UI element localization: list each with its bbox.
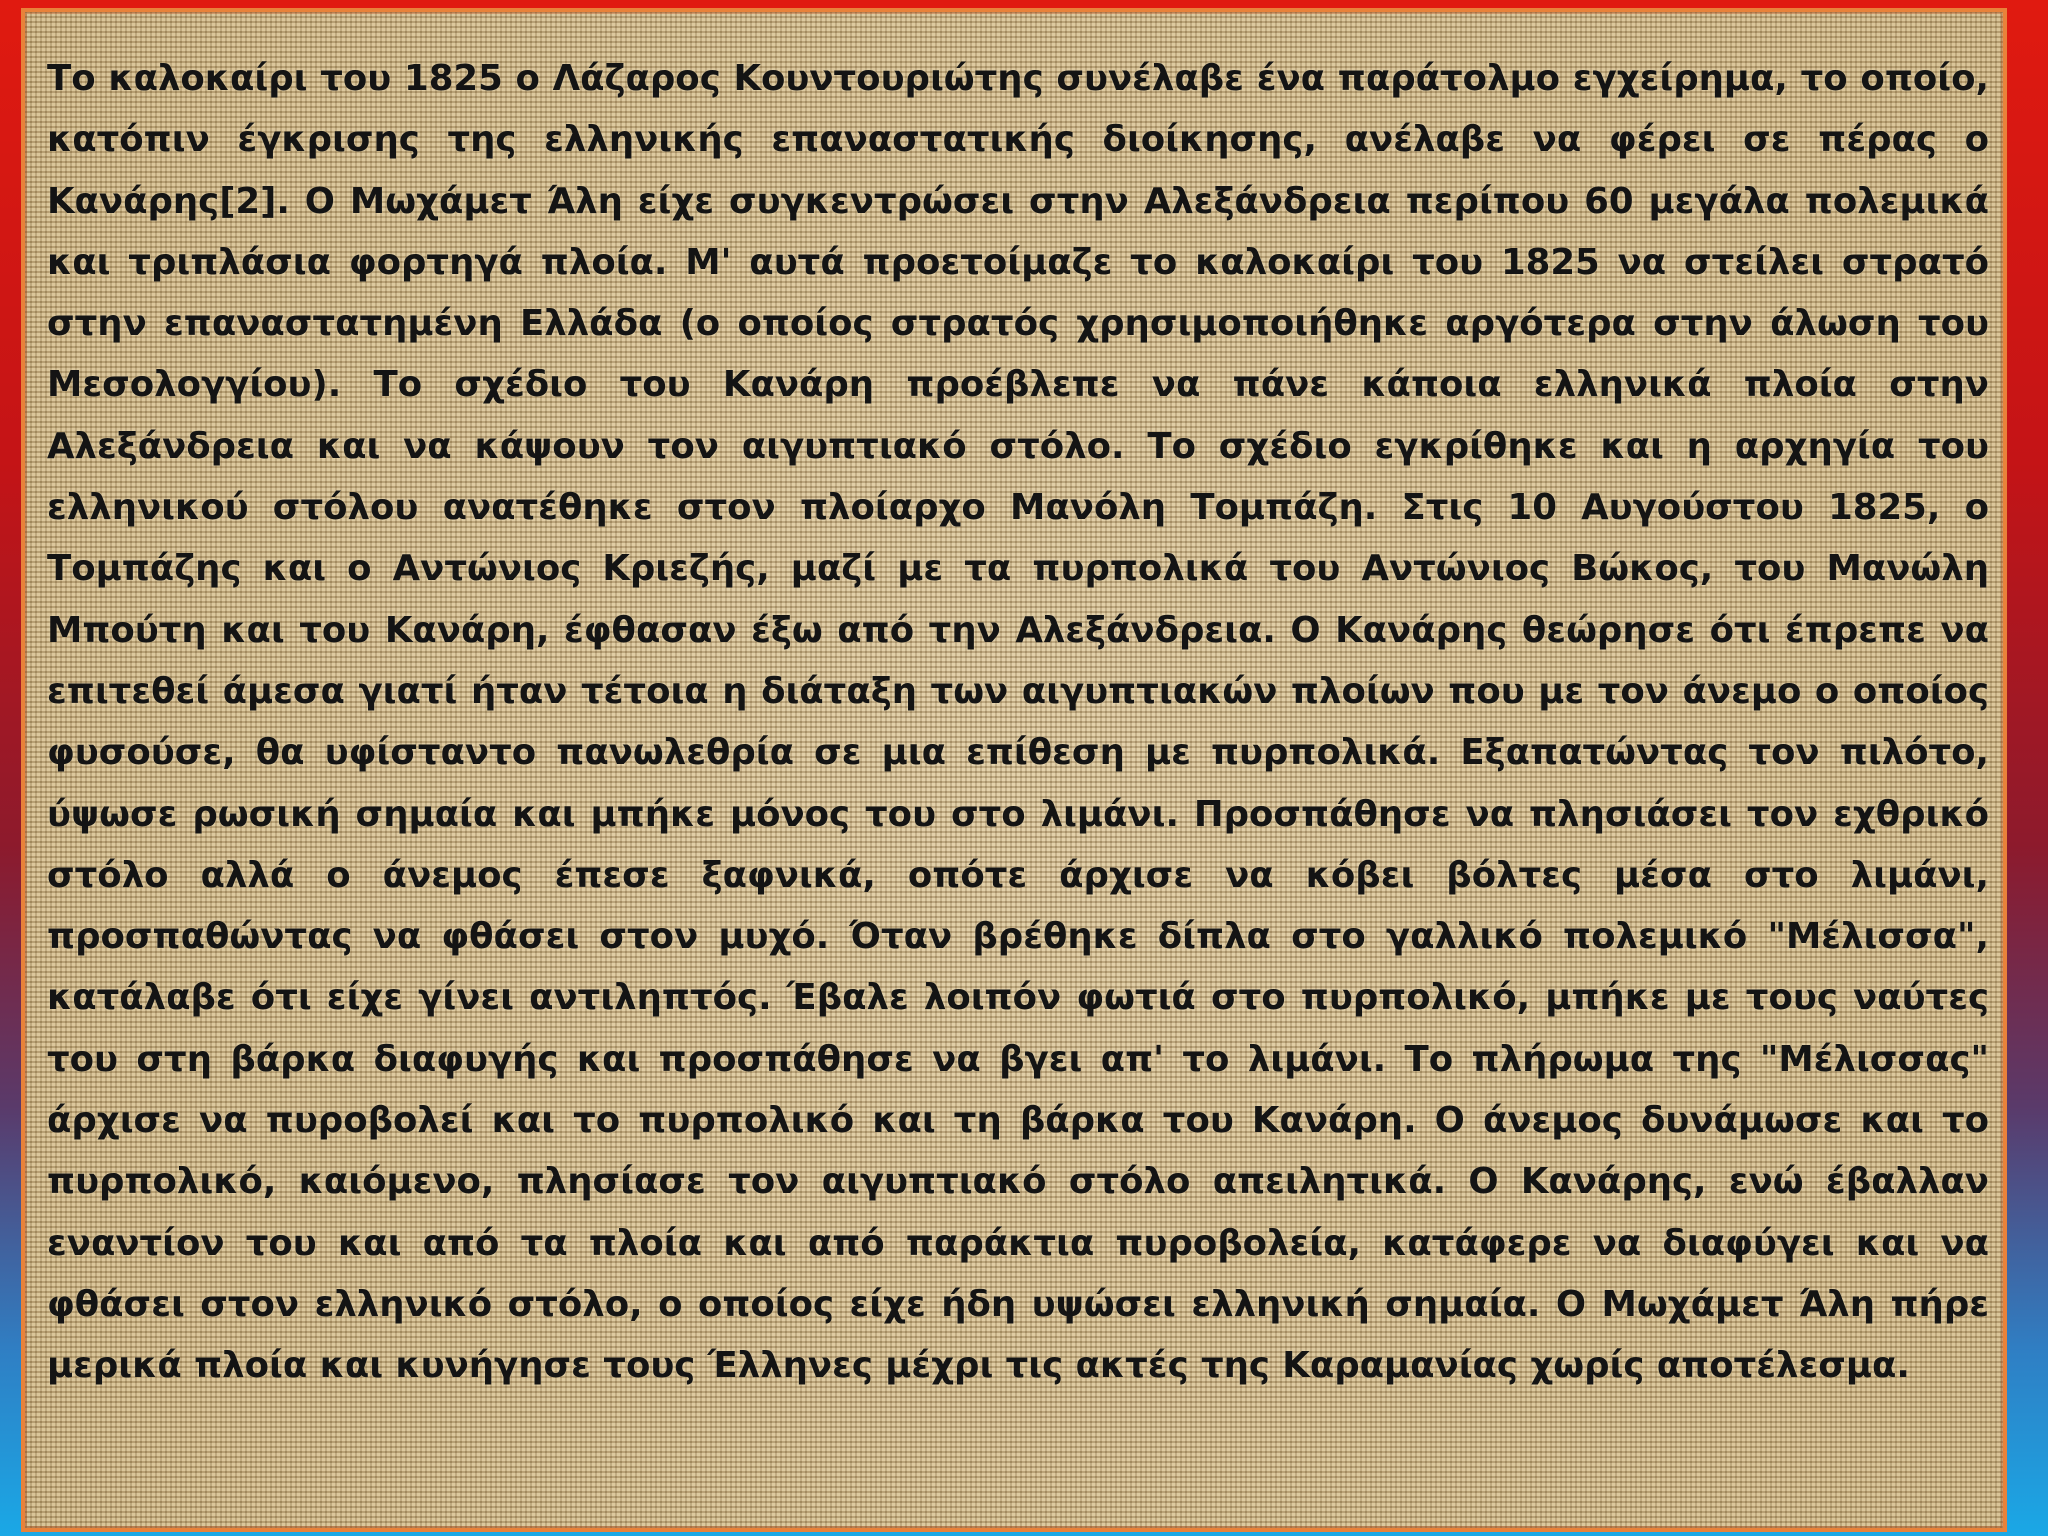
text-panel bbox=[21, 8, 2007, 1532]
body-paragraph: Το καλοκαίρι του 1825 ο Λάζαρος Κουντουριώτης συνέλαβε ένα παράτολμο εγχείρημα, το οποίο, κατόπιν έγκρισης της ελληνικής επαναστατικής διοίκησης, ανέλαβε να φέρει σε πέρας ο Κανάρης[2]. Ο Μωχάμετ Άλη είχε συγκεντρώσει στην Αλεξάνδρεια περίπου 60 μεγάλα πολεμικά και τριπλάσια φορτηγά πλοία. Μ' αυτά προετοίμαζε το καλοκαίρι του 1825 να στείλει στρατό στην επαναστατημένη Ελλάδα (ο οποίος στρατός χρησιμοποιήθηκε αργότερα στην άλωση του Μεσολογγίου). Το σχέδιο του Κανάρη προέβλεπε να πάνε κάποια ελληνικά πλοία στην Αλεξάνδρεια και να κάψουν τον αιγυπτιακό στόλο. Το σχέδιο εγκρίθηκε και η αρχηγία του ελληνικού στόλου ανατέθηκε στον πλοίαρχο Μανόλη Τομπάζη. Στις 10 Αυγούστου 1825, ο Τομπάζης και ο Αντώνιος Κριεζής, μαζί με τα πυρπολικά του Αντώνιος Βώκος, του Μανώλη Μπούτη και του Κανάρη, έφθασαν έξω από την Αλεξάνδρεια. Ο Κανάρης θεώρησε ότι έπρεπε να επιτεθεί άμεσα γιατί ήταν τέτοια η διάταξη των αιγυπτιακών πλοίων που με τον άνεμο ο οποίος φυσούσε, θα υφίσταντο πανωλεθρία σε μια επίθεση με πυρπολικά. Εξαπατώντας τον πιλότο, ύψωσε ρωσική σημαία και μπήκε μόνος του στο λιμάνι. Προσπάθησε να πλησιάσει τον εχθρικό στόλο αλλά ο άνεμος έπεσε ξαφνικά, οπότε άρχισε να κόβει βόλτες μέσα στο λιμάνι, προσπαθώντας να φθάσει στον μυχό. Όταν βρέθηκε δίπλα στο γαλλικό πολεμικό "Μέλισσα", κατάλαβε ότι είχε γίνει αντιληπτός. Έβαλε λοιπόν φωτιά στο πυρπολικό, μπήκε με τους ναύτες του στη βάρκα διαφυγής και προσπάθησε να βγει απ' το λιμάνι. Το πλήρωμα της "Μέλισσας" άρχισε να πυροβολεί και το πυρπολικό και τη βάρκα του Κανάρη. Ο άνεμος δυνάμωσε και το πυρπολικό, καιόμενο, πλησίασε τον αιγυπτιακό στόλο απειλητικά. Ο Κανάρης, ενώ έβαλλαν εναντίον του και από τα πλοία και από παράκτια πυροβολεία, κατάφερε να διαφύγει και να φθάσει στον ελληνικό στόλο, ο οποίος είχε ήδη υψώσει ελληνική σημαία. Ο Μωχάμετ Άλη πήρε μερικά πλοία και κυνήγησε τους Έλληνες μέχρι τις ακτές της Καραμανίας χωρίς αποτέλεσμα. bbox=[47, 58, 1989, 1387]
